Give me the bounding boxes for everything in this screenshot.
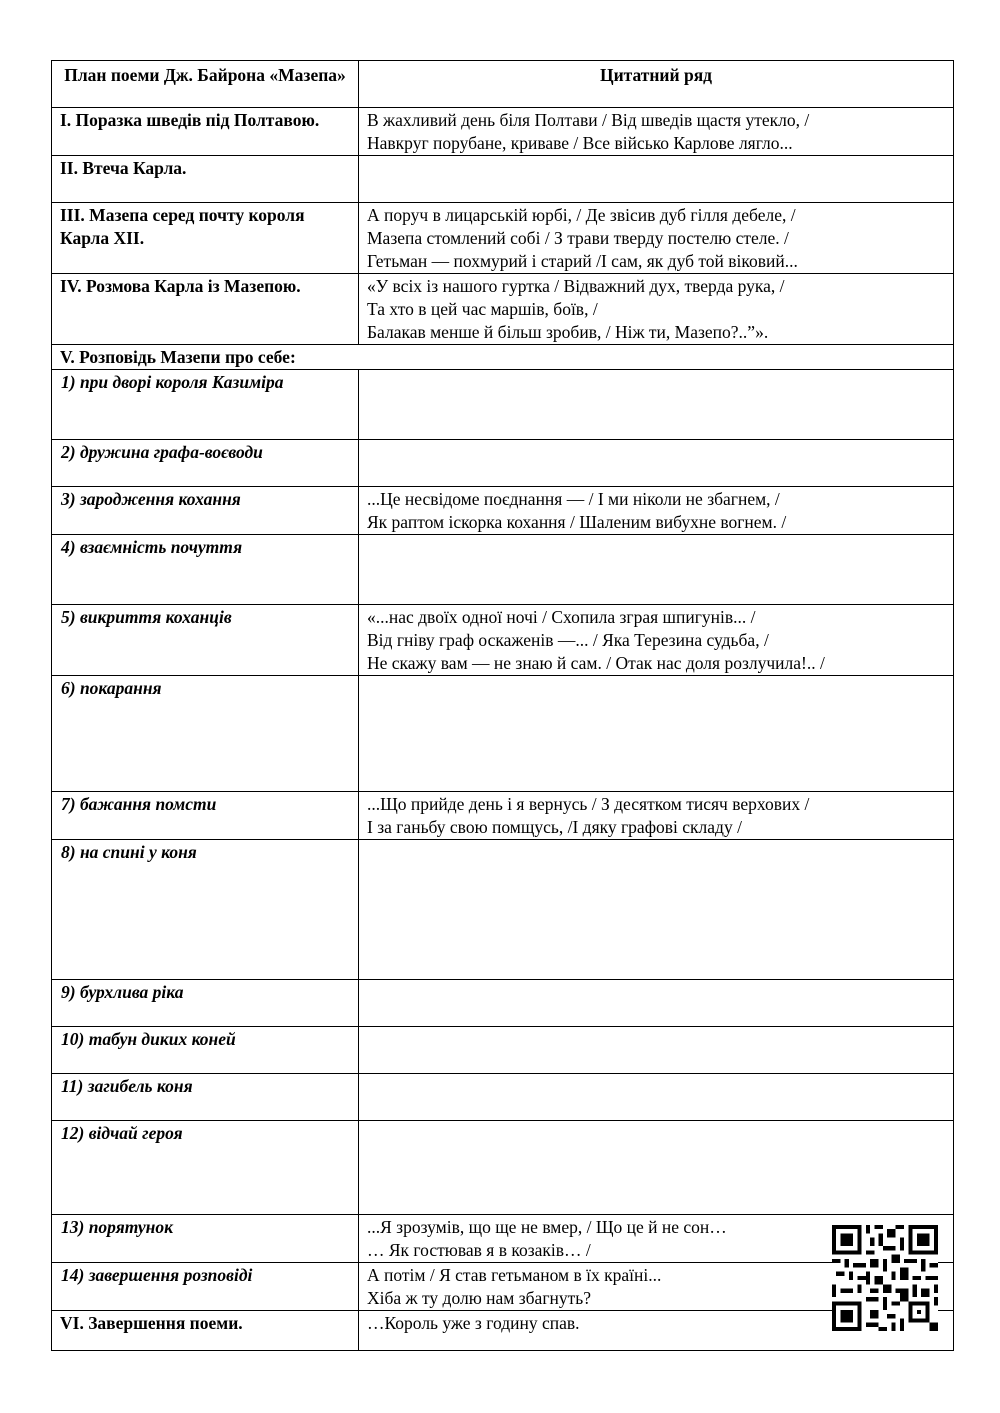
table-row-section xyxy=(52,345,954,370)
plan-cell: 8) на спині у коня xyxy=(52,840,359,980)
plan-cell: 9) бурхлива ріка xyxy=(52,980,359,1027)
plan-cell: 14) завершення розповіді xyxy=(52,1263,359,1311)
header-plan-text: План поеми Дж. Байрона «Мазепа» xyxy=(64,65,346,85)
quote-cell[interactable] xyxy=(359,1074,954,1121)
plan-cell: 6) покарання xyxy=(52,676,359,792)
quote-cell[interactable] xyxy=(359,156,954,203)
header-plan xyxy=(52,61,359,108)
table-row xyxy=(52,605,954,676)
plan-cell: 1) при дворі короля Казиміра xyxy=(52,370,359,440)
quote-line: ...Що прийде день і я вернусь / З десятком тисяч верхових / xyxy=(367,794,810,814)
quote-line: Гетьман — похмурий і старий /І сам, як дуб той віковий... xyxy=(367,251,798,271)
quote-line: Та хто в цей час маршів, боїв, / xyxy=(367,299,598,319)
table-row xyxy=(52,440,954,487)
header-quotes-text: Цитатний ряд xyxy=(599,65,713,85)
quote-line: Навкруг порубане, криваве / Все військо Карлове лягло... xyxy=(367,133,793,153)
quote-cell[interactable] xyxy=(359,792,954,840)
table-row xyxy=(52,108,954,156)
quote-line: А поруч в лицарській юрбі, / Де звісив дуб гілля дебеле, / xyxy=(367,205,796,225)
plan-cell: 13) порятунок xyxy=(52,1215,359,1263)
qr-code-icon[interactable] xyxy=(832,1225,938,1331)
table-row xyxy=(52,980,954,1027)
quote-cell[interactable] xyxy=(359,535,954,605)
table-row xyxy=(52,487,954,535)
table-row xyxy=(52,203,954,274)
quote-line: І за ганьбу свою помщусь, /І дяку графові складу / xyxy=(367,817,742,837)
plan-cell: 4) взаємність почуття xyxy=(52,535,359,605)
table-row xyxy=(52,1027,954,1074)
plan-cell: IV. Розмова Карла із Мазепою. xyxy=(52,274,359,345)
quote-cell[interactable] xyxy=(359,274,954,345)
plan-table xyxy=(51,60,954,1351)
header-quotes xyxy=(359,61,954,108)
quote-line: ...Це несвідоме поєднання — / І ми ніколи не збагнем, / xyxy=(367,489,780,509)
table-row xyxy=(52,840,954,980)
plan-cell: 3) зародження кохання xyxy=(52,487,359,535)
quote-line: А потім / Я став гетьманом в їх країні... xyxy=(367,1265,662,1285)
table-row xyxy=(52,370,954,440)
table-header-row xyxy=(52,61,954,108)
quote-line: Балакав менше й більш зробив, / Ніж ти, Мазепо?..”». xyxy=(367,322,769,342)
quote-cell[interactable] xyxy=(359,840,954,980)
quote-cell[interactable] xyxy=(359,370,954,440)
quote-line: Від гніву граф оскаженів —... / Яка Терезина судьба, / xyxy=(367,630,769,650)
plan-cell: 10) табун диких коней xyxy=(52,1027,359,1074)
quote-cell[interactable] xyxy=(359,1027,954,1074)
table-row xyxy=(52,1263,954,1311)
quote-cell[interactable] xyxy=(359,440,954,487)
table-row xyxy=(52,792,954,840)
quote-cell[interactable] xyxy=(359,676,954,792)
table-row xyxy=(52,1074,954,1121)
table-row xyxy=(52,676,954,792)
table-row xyxy=(52,1311,954,1351)
table-row xyxy=(52,156,954,203)
plan-cell: II. Втеча Карла. xyxy=(52,156,359,203)
quote-line: Хіба ж ту долю нам збагнуть? xyxy=(367,1288,592,1308)
plan-cell: I. Поразка шведів під Полтавою. xyxy=(52,108,359,156)
plan-cell: 11) загибель коня xyxy=(52,1074,359,1121)
table-row xyxy=(52,274,954,345)
plan-cell: 5) викриття коханців xyxy=(52,605,359,676)
table-row xyxy=(52,1215,954,1263)
quote-line: Як раптом іскорка кохання / Шаленим вибухне вогнем. / xyxy=(367,512,787,532)
quote-cell[interactable] xyxy=(359,980,954,1027)
plan-cell: VI. Завершення поеми. xyxy=(52,1311,359,1351)
quote-cell[interactable] xyxy=(359,108,954,156)
quote-cell[interactable] xyxy=(359,487,954,535)
quote-line: Не скажу вам — не знаю й сам. / Отак нас доля розлучила!.. / xyxy=(367,653,825,673)
quote-cell[interactable] xyxy=(359,203,954,274)
quote-line: ...Я зрозумів, що ще не вмер, / Що це й не сон… xyxy=(367,1217,727,1237)
table-row xyxy=(52,535,954,605)
table-row xyxy=(52,1121,954,1215)
plan-cell: 7) бажання помсти xyxy=(52,792,359,840)
plan-cell: III. Мазепа серед почту короля Карла XII. xyxy=(52,203,359,274)
quote-line: В жахливий день біля Полтави / Від шведів щастя утекло, / xyxy=(367,110,810,130)
worksheet xyxy=(51,60,953,1351)
section-heading: V. Розповідь Мазепи про себе: xyxy=(52,345,954,370)
quote-line: … Як гостював я в козаків… / xyxy=(367,1240,591,1260)
quote-line: «...нас двоїх одної ночі / Схопила зграя шпигунів... / xyxy=(367,607,756,627)
plan-cell: 12) відчай героя xyxy=(52,1121,359,1215)
quote-line: Мазепа стомлений собі / З трави тверду постелю стеле. / xyxy=(367,228,789,248)
quote-line: …Король уже з годину спав. xyxy=(367,1313,580,1333)
quote-cell[interactable] xyxy=(359,1121,954,1215)
quote-cell[interactable] xyxy=(359,605,954,676)
quote-line: «У всіх із нашого гуртка / Відважний дух, тверда рука, / xyxy=(367,276,785,296)
plan-cell: 2) дружина графа-воєводи xyxy=(52,440,359,487)
